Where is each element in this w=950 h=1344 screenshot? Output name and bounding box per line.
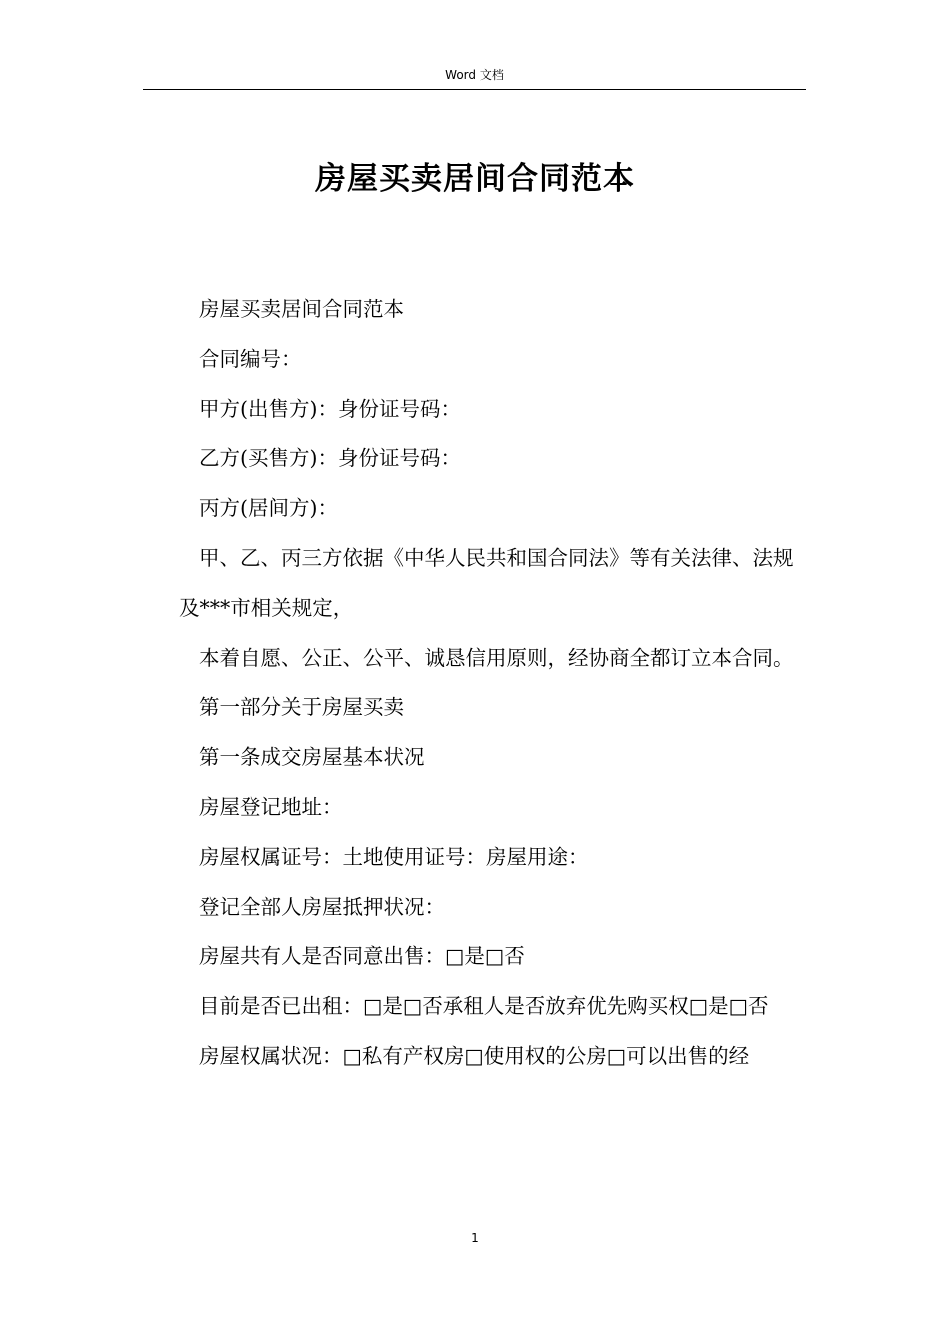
paragraph: 乙方(买售方)：身份证号码： xyxy=(199,446,461,471)
paragraph: 房屋共有人是否同意出售：□是□否 xyxy=(199,944,525,969)
paragraph: 房屋权属状况：□私有产权房□使用权的公房□可以出售的经 xyxy=(199,1043,750,1068)
paragraph: 房屋买卖居间合同范本 xyxy=(199,297,404,321)
paragraph: 甲方(出售方)：身份证号码： xyxy=(199,396,461,421)
header-text: Word 文档 xyxy=(445,68,504,82)
paragraph: 房屋登记地址： xyxy=(199,794,343,819)
paragraph: 房屋权属证号：土地使用证号：房屋用途： xyxy=(199,844,589,869)
document-body xyxy=(179,285,804,1082)
paragraph: 本着自愿、公正、公平、诚恳信用原则，经协商全都订立本合同。 xyxy=(199,645,794,670)
page-header xyxy=(143,64,806,90)
paragraph: 合同编号： xyxy=(199,346,302,371)
paragraph: 丙方(居间方)： xyxy=(199,496,338,521)
document-title: 房屋买卖居间合同范本 xyxy=(315,161,635,197)
paragraph: 目前是否已出租：□是□否承租人是否放弃优先购买权□是□否 xyxy=(199,994,769,1019)
page-number: 1 xyxy=(471,1231,479,1245)
paragraph: 第一条成交房屋基本状况 xyxy=(199,745,425,770)
paragraph: 登记全部人房屋抵押状况： xyxy=(199,894,445,919)
paragraph: 甲、乙、丙三方依据《中华人民共和国合同法》等有关法律、法规及***市相关规定， xyxy=(179,545,794,620)
paragraph: 第一部分关于房屋买卖 xyxy=(199,695,404,720)
